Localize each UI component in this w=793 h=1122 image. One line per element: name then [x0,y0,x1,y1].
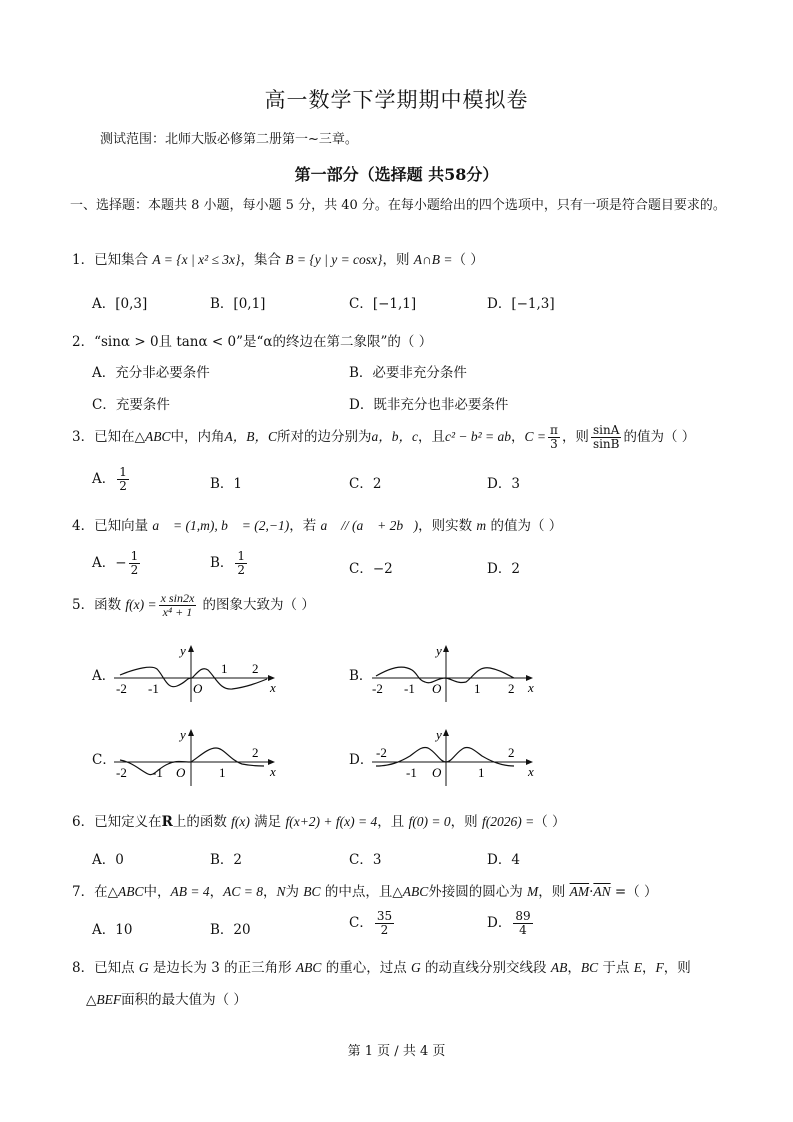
question-4 [72,514,562,534]
question-number: 6． [72,814,95,830]
q4-option-c [349,557,393,577]
option-value: 必要非充分条件 [372,365,467,381]
question-8 [72,956,691,976]
math-expr: AB [550,960,568,975]
math-expr: a⃗ // (a⃗ + 2b⃗) [320,518,419,533]
q1-option-c [349,292,416,312]
q5-option-d-label: D． [349,752,374,768]
option-label: A． [92,852,116,868]
math-expr: A∩B = [413,252,453,267]
option-label: B． [210,476,234,492]
q-text: 已知集合 [94,252,153,268]
q-text: ，集合 [240,252,286,268]
math-expr: M [527,884,539,899]
q1-option-b [210,292,265,312]
q-text: ， [262,884,277,900]
page-footer: 第 1 页 / 共 4 页 [347,1044,446,1059]
q-text: 是边长为 3 的正三角形 [148,960,296,976]
option-label: B． [349,365,373,381]
tick-label: -2 [116,765,127,780]
q1-option-a [92,292,147,312]
tick-label: -2 [372,681,383,696]
math-expr: ABC [295,960,322,975]
math-expr: F [655,960,664,975]
q-text: ， [511,429,525,445]
q4-option-d [487,557,520,577]
option-value: 2 [372,476,382,492]
tick-label: 1 [478,765,485,780]
q-text: 中，内角 [170,429,225,445]
graph-c [112,724,282,788]
graph-b [370,640,540,704]
denominator: x⁴ + 1 [162,605,193,619]
q2-option-c [92,393,170,413]
answer-blank: 面积的最大值为（ ） [121,992,247,1008]
q-text: 已知点 [94,960,139,976]
option-label: B． [210,852,234,868]
tick-label: -1 [404,681,415,696]
denominator: sinB [592,437,620,451]
q5-option-a-label: A． [92,668,116,684]
tick-label: -1 [148,681,159,696]
option-label: A． [92,365,116,381]
q3-option-a [92,466,131,493]
answer-blank: 的值为（ ） [623,429,696,445]
question-number: 1． [72,252,95,268]
option-value: −2 [372,561,393,577]
q4-option-a [92,550,142,577]
tick-label: -2 [116,681,127,696]
option-label: D． [487,476,512,492]
answer-blank: =（ ） [610,884,658,900]
vector-an: $\overline{AN}$ [593,884,611,899]
denominator: 4 [519,923,527,937]
fraction [548,424,560,451]
x-axis-label: x [528,680,534,695]
function-curve [376,747,514,766]
q-text: ，且 [417,429,445,445]
option-label: D． [487,915,512,931]
option-value: [−1,3] [511,296,555,312]
q-text: 所对的边分别为 [276,429,372,445]
math-expr: f(x+2) + f(x) = 4 [285,814,378,829]
triangle-symbol: △ [86,992,97,1008]
option-label: C． [349,561,373,577]
y-axis-label: y [436,727,442,742]
fraction [375,910,394,937]
x-axis-label: x [270,680,276,695]
y-axis-label: y [180,643,186,658]
tick-label: 2 [508,681,515,696]
question-2 [72,330,432,350]
q-text: ，且 [377,814,409,830]
q3-option-c [349,472,381,492]
origin-label: O [176,765,186,780]
tick-label: 1 [474,681,481,696]
option-label: B． [210,922,234,938]
math-expr: N [276,884,286,899]
origin-label: O [193,681,203,696]
math-expr: E [633,960,642,975]
fraction [159,592,197,619]
q-text: 的中点，且△ [320,884,403,900]
question-number: 5． [72,597,95,613]
x-axis-label: x [528,764,534,779]
numerator: x sin2x [160,591,195,605]
question-7 [72,880,658,900]
q-text: ， [209,884,224,900]
math-expr: G [411,960,421,975]
fraction [235,550,247,577]
q3-option-d [487,472,520,492]
q-text: 函数 [94,597,126,613]
fraction [129,550,141,577]
option-label: D． [487,561,512,577]
math-expr: ABC [117,884,144,899]
numerator: 35 [376,909,393,923]
question-number: 8． [72,960,95,976]
q-text: 上的函数 [172,814,232,830]
function-curve [120,748,264,775]
numerator: 1 [130,549,139,563]
question-5 [72,592,315,619]
q-text: ，则 [561,429,589,445]
q6-option-c [349,848,381,868]
fraction [117,466,129,493]
option-value: 2 [233,852,243,868]
q-text: 在△ [94,884,118,900]
q2-option-a [92,361,210,381]
q-text: ， [641,960,656,976]
option-label: C． [349,852,373,868]
option-value: 2 [511,561,520,577]
denominator: 2 [119,479,127,493]
y-axis-label: y [180,727,186,742]
numerator: sinA [591,424,622,438]
math-expr: ABC [402,884,429,899]
option-label: B． [210,555,234,571]
q-text: 的动直线分别交线段 [420,960,551,976]
denominator: 3 [550,437,558,451]
option-label: C． [92,397,116,413]
section-instructions: 一、选择题：本题共 8 小题，每小题 5 分，共 40 分。在每小题给出的四个选项中，只有一项是符合题目要求的。 [70,198,726,213]
math-expr: AC = 8 [223,884,263,899]
q5-option-b-label: B． [349,668,373,684]
math-expr: G [138,960,149,975]
numerator: 89 [515,909,531,923]
math-expr: f(0) = 0 [408,814,451,829]
q-text: 为 [285,884,304,900]
math-expr: a⃗ = (1,m), b⃗ = (2,−1) [152,518,290,533]
option-value: 充要条件 [115,397,170,413]
q-text: 外接圆的圆心为 [428,884,528,900]
q7-option-c [349,910,396,937]
q-text: 的重心，过点 [321,960,411,976]
math-expr: BC [580,960,599,975]
q7-option-b [210,918,251,938]
math-expr: A = {x | x² ≤ 3x} [152,252,241,267]
option-label: A． [92,471,116,487]
q4-option-b [210,550,249,577]
denominator: 2 [380,923,389,937]
q6-option-a [92,848,124,868]
tick-label: 1 [219,765,226,780]
tick-label: -2 [376,745,387,760]
math-expr: a，b，c [371,429,418,444]
graph-d [370,724,540,788]
q7-option-d [487,910,535,937]
q-text: ，则 [450,814,482,830]
option-value: [−1,1] [372,296,417,312]
graph-a [112,640,282,704]
exam-title: 高一数学下学期期中模拟卷 [264,88,529,112]
numerator: π [550,423,558,437]
q-text: 中， [143,884,171,900]
q-text: 已知定义在 [94,814,162,830]
question-number: 3． [72,429,95,445]
math-expr: R [161,814,173,830]
option-value: [0,1] [233,296,266,312]
answer-blank: 的值为（ ） [486,518,563,534]
option-label: C． [349,915,373,931]
question-number: 4． [72,518,95,534]
option-value: 1 [233,476,243,492]
question-number: 7． [72,884,95,900]
math-expr: BC [303,884,321,899]
q-text: 于点 [598,960,634,976]
math-expr: f(2026) = [481,814,535,829]
dot-operator: · [589,884,594,900]
q6-option-b [210,848,242,868]
option-value: 0 [115,852,124,868]
math-expr: AB = 4 [170,884,210,899]
option-value: 4 [511,852,520,868]
option-label: B． [210,296,234,312]
math-expr: c² − b² = ab [444,429,512,444]
q-text: 已知在△ [94,429,145,445]
y-axis-label: y [436,643,442,658]
q7-option-a [92,918,132,938]
origin-label: O [432,681,442,696]
tick-label: 1 [221,661,228,676]
numerator: 1 [119,465,127,479]
q-text: 满足 [249,814,286,830]
tick-label: 2 [508,745,515,760]
function-curve [376,667,514,683]
tick-label: 2 [252,661,259,676]
q6-option-d [487,848,520,868]
q-text: ，则 [382,252,414,268]
origin-label: O [432,765,442,780]
q3-option-b [210,472,242,492]
option-value: 既非充分也非必要条件 [373,397,509,413]
question-number: 2． [72,334,95,350]
fraction [591,424,622,451]
option-label: C． [349,476,373,492]
option-label: A． [92,296,116,312]
vector-am: $\overline{AM}$ [569,884,590,899]
math-expr: ABC [144,429,171,444]
fraction [513,910,532,937]
option-label: D． [487,296,512,312]
option-label: D． [349,397,374,413]
denominator: 2 [130,563,139,577]
q-text: 已知向量 [94,518,153,534]
option-label: A． [92,922,116,938]
answer-blank: （ ） [534,814,566,830]
numerator: 1 [237,549,246,563]
test-scope: 测试范围：北师大版必修第二册第一~三章。 [100,132,358,147]
answer-blank: （ ） [452,252,484,268]
x-axis-label: x [270,764,276,779]
math-expr: A，B，C [224,429,277,444]
tick-label: 2 [252,745,259,760]
q-text: “sinα > 0且 tanα < 0”是“α的终边在第二象限”的（ ） [94,334,433,350]
q5-option-c-label: C． [92,752,116,768]
option-value: 3 [511,476,520,492]
q-text: ， [567,960,581,976]
option-label: D． [487,852,512,868]
q1-option-d [487,292,555,312]
option-value: [0,3] [115,296,148,312]
q2-option-b [349,361,467,381]
math-expr: f(x) [231,814,250,829]
question-6 [72,810,566,830]
minus-sign: − [115,555,127,571]
q-text: ，若 [289,518,321,534]
option-value: 3 [372,852,382,868]
math-expr: f(x) = [125,597,157,612]
option-label: A． [92,555,116,571]
q-text: ，则 [663,960,691,976]
question-8-line-2 [86,988,247,1008]
part-title: 第一部分（选择题 共58分） [294,165,499,184]
tick-label: -1 [152,765,163,780]
option-value: 充分非必要条件 [115,365,210,381]
option-value: 10 [115,922,133,938]
denominator: 2 [237,563,246,577]
question-1 [72,248,484,268]
option-label: C． [349,296,373,312]
q-text: ，则实数 [418,518,477,534]
answer-blank: 的图象大致为（ ） [198,597,315,613]
math-expr: BEF [96,992,122,1007]
option-value: 20 [233,922,251,938]
tick-label: -1 [406,765,417,780]
math-expr: m [476,518,487,533]
math-expr: B = {y | y = cosx} [285,252,383,267]
q2-option-d [349,393,508,413]
math-expr: C = [524,429,547,444]
q-text: ，则 [538,884,570,900]
question-3 [72,424,695,451]
